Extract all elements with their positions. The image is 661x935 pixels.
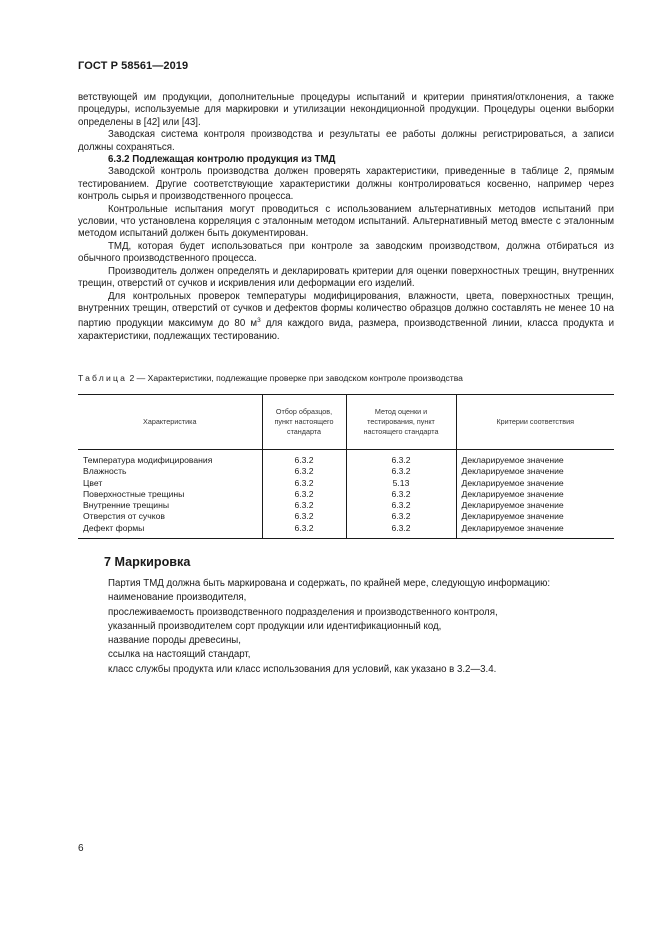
list-item: Партия ТМД должна быть маркирована и содержать, по крайней мере, следующую информацию: — [108, 578, 551, 589]
column-header: Критерии соответствия — [456, 395, 614, 450]
table-cell: Поверхностные трещины — [78, 489, 262, 500]
list-item: прослеживаемость производственного подразделения и производственного контроля, — [108, 606, 498, 618]
table-cell: 6.3.2 — [262, 500, 346, 511]
list-item: наименование производителя, — [108, 592, 247, 604]
table-cell: Температура модифицирования — [78, 450, 262, 467]
table-cell: 6.3.2 — [346, 523, 456, 539]
table-cell: 5.13 — [346, 478, 456, 489]
paragraph: ТМД, которая будет использоваться при контроле за заводским производством, должна отбираться из обычного производственного процесса. — [78, 240, 614, 265]
table-cell: Декларируемое значение — [456, 500, 614, 511]
table-cell: Декларируемое значение — [456, 511, 614, 522]
table-cell: 6.3.2 — [262, 478, 346, 489]
list-item: указанный производителем сорт продукции или идентификационный код, — [108, 620, 442, 632]
table-cell: 6.3.2 — [346, 489, 456, 500]
list-item: название породы древесины, — [108, 635, 241, 647]
table-row — [78, 450, 614, 467]
list-item: класс службы продукта или класс использования для условий, как указано в 3.2—3.4. — [108, 663, 497, 675]
table-cell: 6.3.2 — [262, 450, 346, 467]
table-cell: Дефект формы — [78, 523, 262, 539]
table-cell: 6.3.2 — [346, 466, 456, 477]
table-caption — [78, 373, 463, 383]
table-row — [78, 523, 614, 539]
paragraph: Контрольные испытания могут проводиться с использованием альтернативных методов испытаний при условии, что установлена корреляция с эталонным методом испытаний. Альтернативный метод вместе с эталонным методом испытаний должен быть документирован. — [78, 203, 614, 240]
paragraph-text: для каждого вида, размера, производственной линии, класса продукта и характеристики, подлежащих тестированию. — [78, 318, 614, 342]
column-header: Отбор образцов, пункт настоящего стандарта — [262, 395, 346, 450]
characteristics-table — [78, 394, 614, 539]
subsection-heading: 6.3.2 Подлежащая контролю продукция из ТМД — [108, 154, 336, 166]
superscript: 3 — [257, 317, 261, 325]
table-cell: Декларируемое значение — [456, 466, 614, 477]
section-title: 7 Маркировка — [104, 555, 191, 569]
table-cell: 6.3.2 — [262, 489, 346, 500]
table-cell: Декларируемое значение — [456, 450, 614, 467]
table-row — [78, 500, 614, 511]
column-header: Характеристика — [78, 395, 262, 450]
table-cell: 6.3.2 — [262, 466, 346, 477]
paragraph: Производитель должен определять и декларировать критерии для оценки поверхностных трещин, внутренних трещин, отверстий от сучков и искривления или деформации его изделий. — [78, 265, 614, 290]
table-cell: Декларируемое значение — [456, 489, 614, 500]
paragraph-text: Для контрольных проверок температуры модифицирования, влажности, цвета, поверхностных трещин, внутренних трещин, отверстий от сучков и дефектов формы количество образцов должно составлять не менее 10 на партию продукции максимум до 80 м — [78, 290, 614, 330]
table-row — [78, 489, 614, 500]
body-text — [78, 92, 614, 343]
caption-text: 2 — Характеристики, подлежащие проверке при заводском контроле производства — [127, 373, 463, 383]
paragraph: Заводской контроль производства должен проверять характеристики, приведенные в таблице 2, прямым тестированием. Другие соответствующие характеристики должны контролироваться косвенно, например через контроль сырья и производственного процесса. — [78, 166, 614, 203]
standard-header: ГОСТ Р 58561—2019 — [78, 60, 189, 72]
table-cell: Внутренние трещины — [78, 500, 262, 511]
paragraph — [78, 291, 614, 344]
table-header-row — [78, 395, 614, 450]
caption-prefix: Таблица — [78, 373, 128, 383]
marking-list — [108, 577, 614, 677]
table-cell: 6.3.2 — [346, 500, 456, 511]
paragraph: ветствующей им продукции, дополнительные процедуры испытаний и критерии принятия/отклонения, а также процедуры, используемые для маркировки и утилизации некондиционной продукции. Процедуры оценки выборки определены в [42] или [43]. — [78, 92, 614, 128]
table-cell: 6.3.2 — [346, 450, 456, 467]
paragraph: Заводская система контроля производства и результаты ее работы должны регистрироваться, а записи должны сохраняться. — [78, 129, 614, 153]
table-row — [78, 511, 614, 522]
table-cell: Отверстия от сучков — [78, 511, 262, 522]
table-cell: 6.3.2 — [346, 511, 456, 522]
list-item: ссылка на настоящий стандарт, — [108, 649, 251, 661]
column-header: Метод оценки и тестирования, пункт настоящего стандарта — [346, 395, 456, 450]
table-row — [78, 466, 614, 477]
table-cell: Цвет — [78, 478, 262, 489]
table-cell: 6.3.2 — [262, 511, 346, 522]
table-cell: Декларируемое значение — [456, 478, 614, 489]
table-cell: Влажность — [78, 466, 262, 477]
table-cell: Декларируемое значение — [456, 523, 614, 539]
table-row — [78, 478, 614, 489]
table-cell: 6.3.2 — [262, 523, 346, 539]
page-number: 6 — [78, 843, 84, 854]
